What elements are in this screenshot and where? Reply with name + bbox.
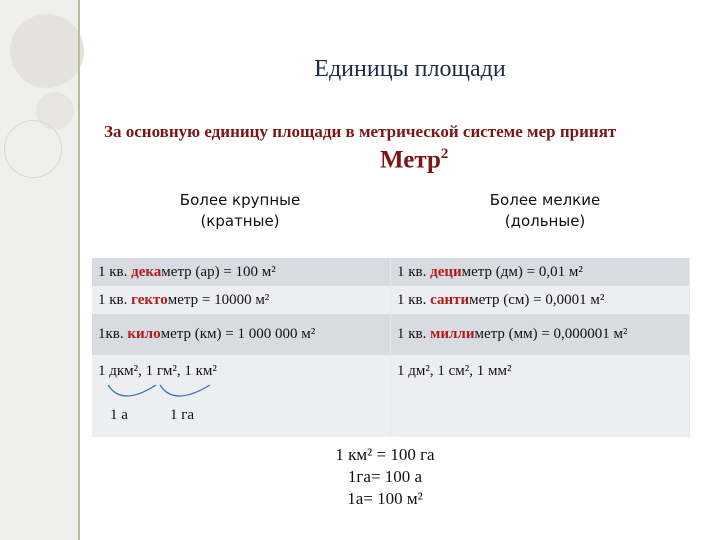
cell-text: 1 кв. [98,291,132,308]
bracket-arcs [98,363,298,413]
smaller-unit-cell [391,286,690,314]
column-header-smaller-line2: (дольные) [504,212,586,230]
table-row [92,355,690,437]
base-unit-label: Метр [380,146,441,174]
cell-text: 1 кв. [98,263,132,280]
summary-left-line: 1 дкм², 1 гм², 1 км² [98,363,217,379]
column-header-larger [160,190,320,232]
cell-text: метр (см) = 0,0001 м² [469,291,605,308]
column-header-larger-line2: (кратные) [200,212,280,230]
larger-unit-cell [92,286,391,314]
slide-title: Единицы площади [314,56,506,82]
cell-text: 1 кв. [397,326,431,342]
table-row [92,286,690,314]
prefix-highlight: санти [430,291,470,308]
column-header-smaller [465,190,625,232]
smaller-summary-cell [391,355,690,437]
cell-text: метр = 10000 м² [167,291,270,308]
column-header-larger-line1: Более крупные [179,191,301,209]
cell-text: 1кв. [98,326,128,342]
base-unit [380,146,448,174]
larger-unit-cell [92,258,391,286]
conversion-facts [300,444,470,510]
prefix-highlight: кило [127,326,161,342]
fact-line: 1 км² = 100 га [335,445,435,464]
cell-text: метр (ар) = 100 м² [161,263,276,280]
hectare-abbreviation: 1 га [170,407,195,423]
cell-text: метр (мм) = 0,000001 м² [474,326,628,342]
prefix-highlight: милли [430,326,475,342]
summary-right-line: 1 дм², 1 см², 1 мм² [397,363,512,379]
left-decor-band [0,0,78,540]
prefix-highlight: гекто [131,291,168,308]
fact-line: 1га= 100 а [347,467,423,486]
are-abbreviation: 1 а [110,407,128,423]
larger-unit-cell [92,314,391,355]
column-header-smaller-line1: Более мелкие [489,191,601,209]
larger-summary-cell [92,355,391,437]
bracket-arc [160,385,210,396]
bracket-arc [108,385,156,396]
cell-text: метр (км) = 1 000 000 м² [160,326,316,342]
intro-text: За основную единицу площади в метрической системе мер принят [104,122,617,141]
prefix-highlight: деци [430,263,462,280]
units-table [92,258,690,437]
base-unit-exponent: 2 [440,146,449,162]
smaller-unit-cell [391,314,690,355]
smaller-unit-cell [391,258,690,286]
decor-circle [10,14,84,88]
cell-text: метр (дм) = 0,01 м² [461,263,583,280]
table-row [92,314,690,355]
decor-circle [4,120,62,178]
prefix-highlight: дека [131,263,162,280]
cell-text: 1 кв. [397,263,431,280]
decor-divider [78,0,80,540]
table-row [92,258,690,286]
cell-text: 1 кв. [397,291,431,308]
fact-line: 1а= 100 м² [347,489,423,508]
